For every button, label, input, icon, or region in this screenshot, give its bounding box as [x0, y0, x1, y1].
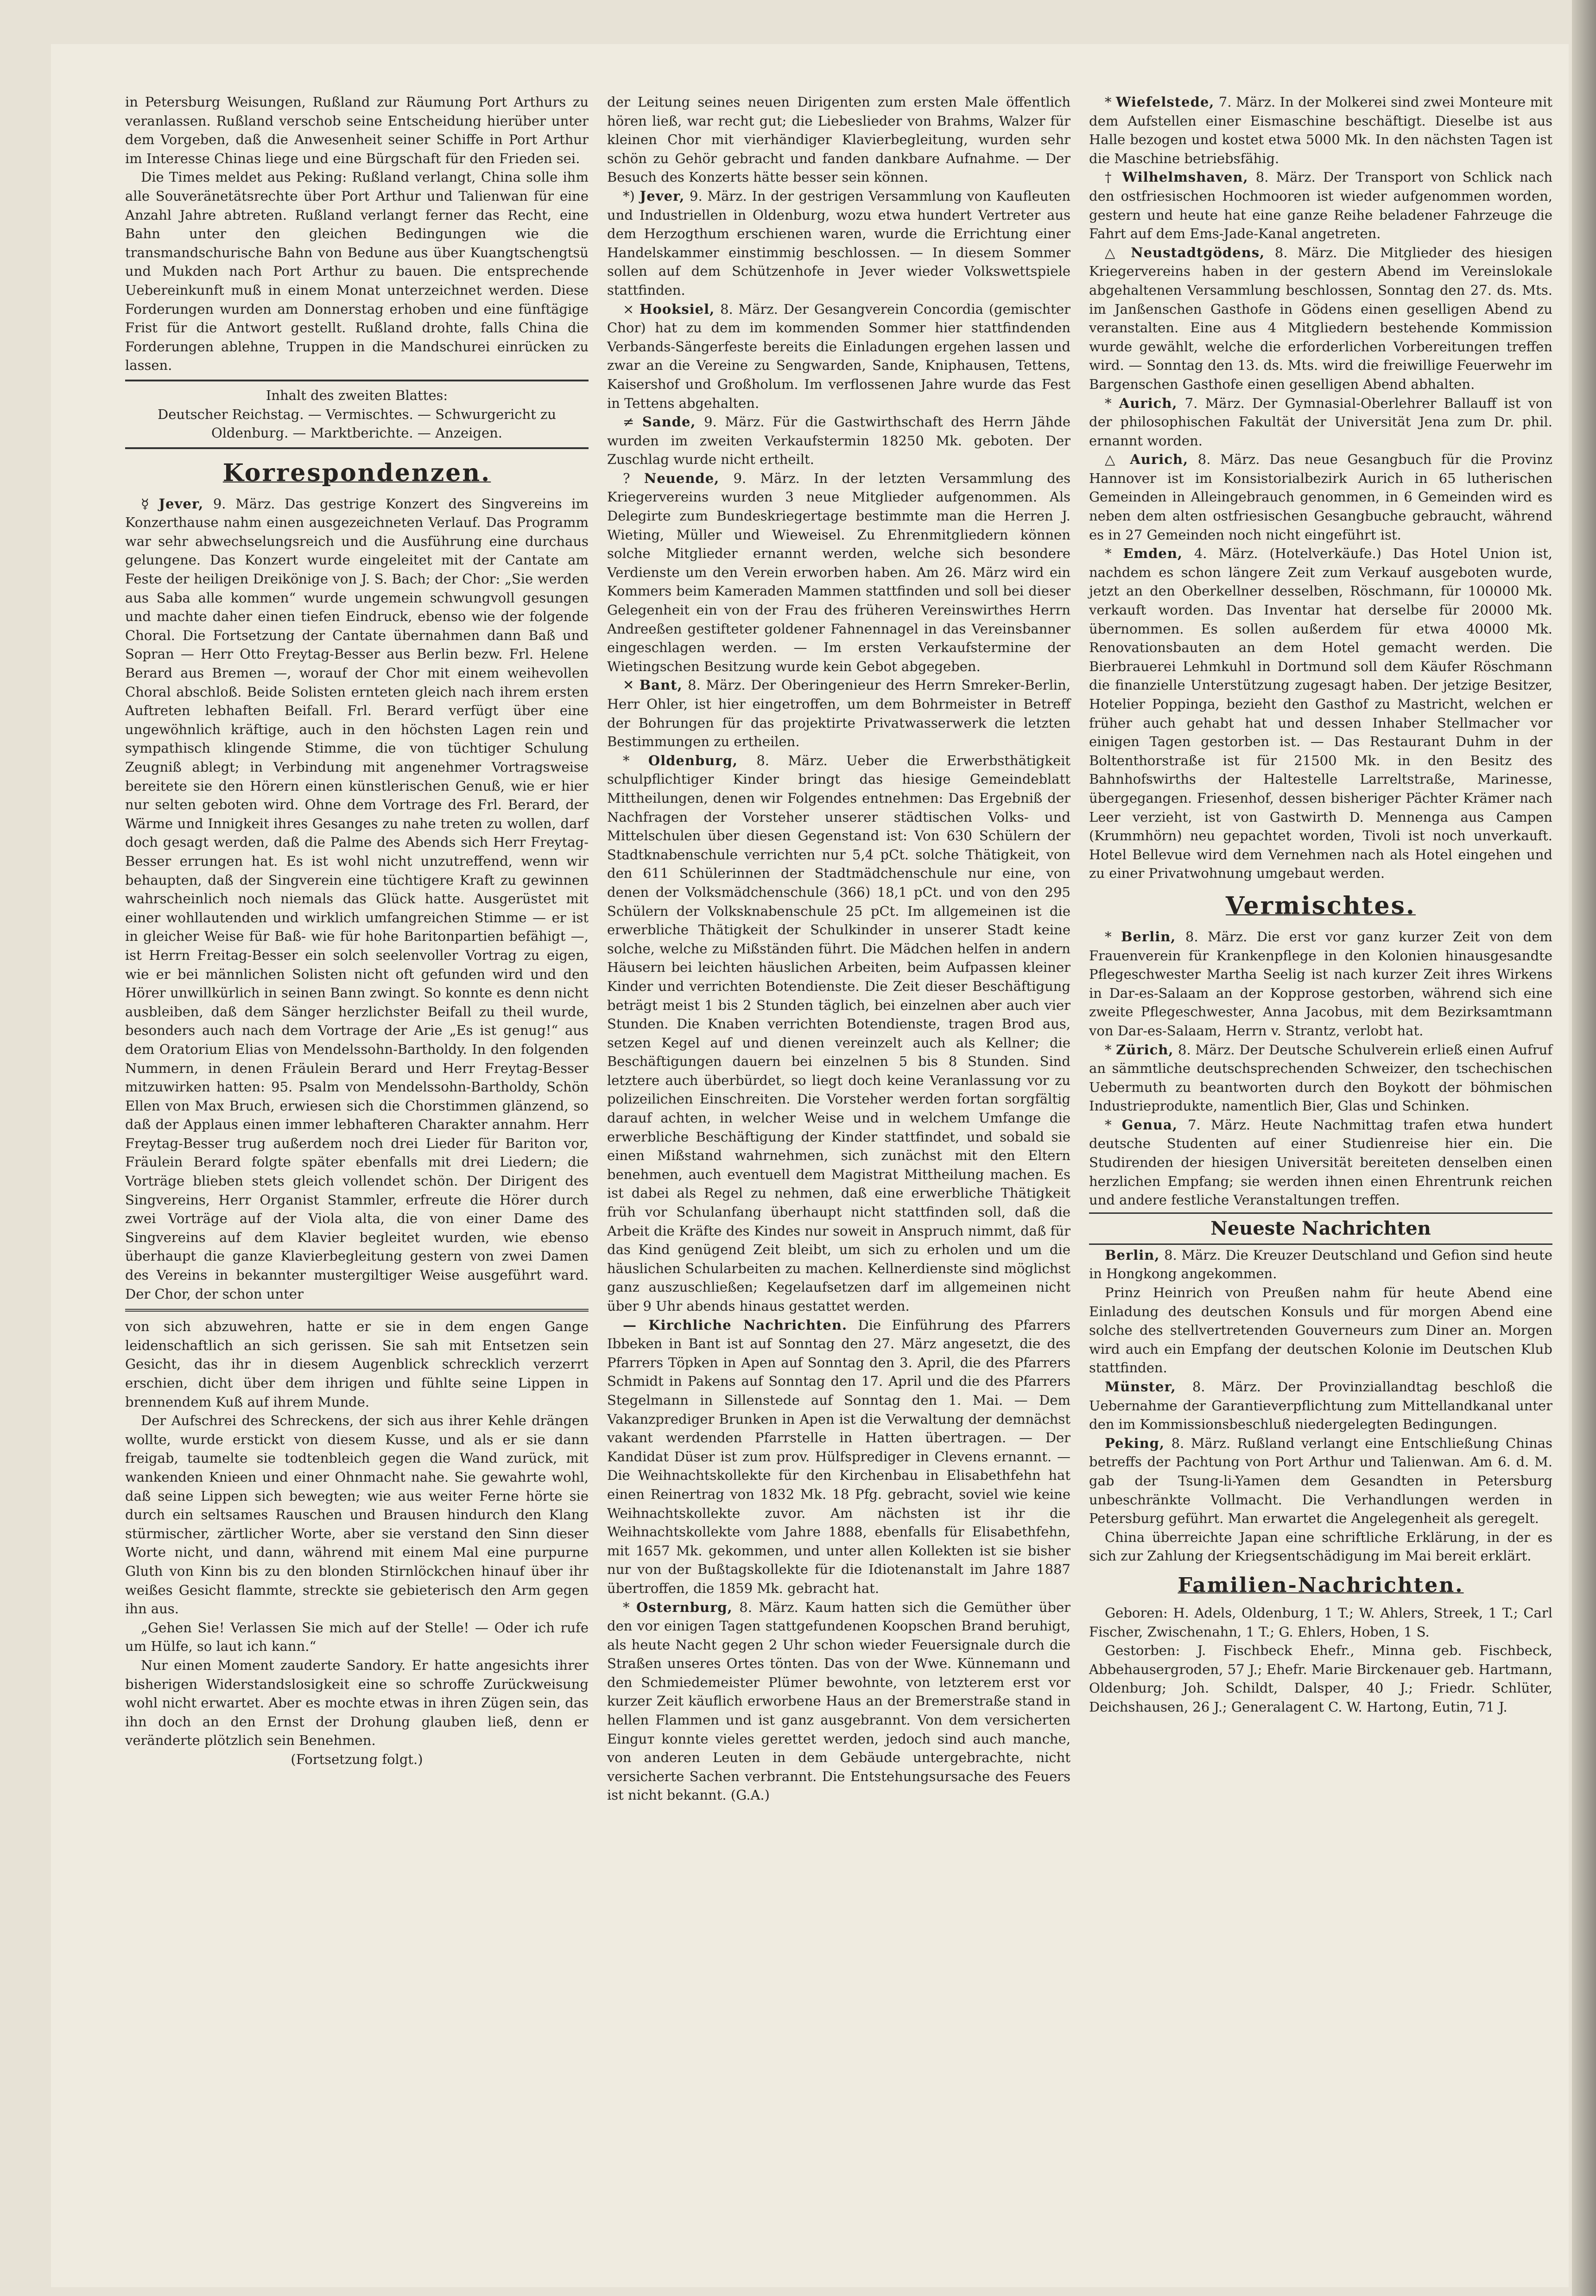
dispatch-date: 9. März. — [690, 188, 747, 204]
contents-title: Inhalt des zweiten Blattes: — [266, 387, 448, 403]
feuilleton-paragraph: Der Aufschrei des Schreckens, der sich aus ihrer Kehle drängen wollte, wurde erstickt von diesem Kusse, und als er sie dann freigab, taumelte sie todtenbleich gegen die Wand zurück, mit wankenden Knieen und einer Ohnmacht nahe. Sie gewahrte wohl, daß seine Lippen sich bewegten; wie aus weiter Ferne hörte sie durch ein seltsames Rauschen und Brausen hindurch den Klang stürmischer, zärtlicher Worte, aber sie verstand den Sinn dieser Worte nicht, und dann, während mit einem Mal eine purpurne Gluth von Kinn bis zu den blonden Stirnlöckchen hinauf über ihr weißes Gesicht flammte, streckte sie gebieterisch den Arm gegen ihn aus. — [125, 1413, 589, 1617]
dispatch-date: 8. März. — [1192, 1379, 1261, 1395]
dispatch-marker: ? — [623, 470, 630, 486]
dispatch-marker: * — [1105, 545, 1112, 562]
dispatch-date: 8. März. — [756, 752, 828, 768]
dispatch-place: Münster, — [1105, 1379, 1176, 1395]
dispatch-date: 9. März. — [733, 470, 800, 486]
dispatch-date: 8. März. — [1178, 1041, 1235, 1058]
dispatch-place: Jever, — [158, 495, 204, 512]
dispatch-text: Für die Gastwirthschaft des Herrn Jähde wurden im zweiten Verkaufstermin 18250 Mk. geboten. Der Zuschlag wurde nicht ertheilt. — [607, 414, 1071, 468]
dispatch-date: 8. März. — [1255, 169, 1316, 185]
dispatch-date: 9. März. — [213, 495, 275, 512]
dispatch-place: Aurich, — [1119, 395, 1178, 411]
dispatch-marker: * — [1105, 1116, 1112, 1133]
dispatch-marker: * — [1105, 94, 1112, 110]
dispatch-marker: ✕ — [623, 677, 634, 693]
dispatch-place: Emden, — [1123, 545, 1183, 562]
divider — [125, 447, 589, 449]
dispatch — [1089, 168, 1552, 243]
dispatch-place: Osternburg, — [636, 1599, 733, 1615]
dispatch-place: Wiefelstede, — [1115, 94, 1215, 110]
dispatch-place: — Kirchliche Nachrichten. — [623, 1317, 848, 1333]
dispatch-text: Der Provinziallandtag beschloß die Uebernahme der Garantieverpflichtung zum Mittellandkanal unter den im Kommissionsbeschluß niedergelegten Bedingungen. — [1089, 1379, 1552, 1433]
dispatch-marker: † — [1105, 169, 1115, 185]
dispatch-marker: * — [1105, 1041, 1112, 1058]
dispatch-marker: *) — [623, 188, 635, 204]
dispatch — [607, 1316, 1070, 1598]
dispatch-text: Die Kreuzer Deutschland und Gefion sind heute in Hongkong angekommen. — [1089, 1247, 1552, 1282]
dispatch-date: 8. März. — [1164, 1247, 1221, 1263]
dispatch-text: Der Gesangverein Concordia (gemischter Chor) hat zu dem im kommenden Sommer hier stattfindenden Verbands-Sängerfeste bereits die Einladungen ergehen lassen und zwar an die Vereine zu Sengwarden, Sande, Kniphausen, Tettens, Kaisershof und Großholum. Im verflossenen Jahre wurde das Fest in Tettens abgehalten. — [607, 301, 1071, 411]
column-1 — [125, 93, 589, 1769]
dispatch-place: Zürich, — [1116, 1041, 1174, 1058]
dispatch-text: In der gestrigen Versammlung von Kaufleuten und Industriellen in Oldenburg, wozu etwa hundert Vertreter aus dem Herzogthum erschienen waren, wurde die Errichtung einer Handelskammer einstimmig beschlossen. — In diesem Sommer sollen auf dem Schützenhofe in Jever wieder Volkswettspiele stattfinden. — [607, 188, 1071, 298]
dispatch — [1089, 93, 1552, 168]
dispatch-date: 7. März. — [1188, 1116, 1251, 1133]
article-paragraph: in Petersburg Weisungen, Rußland zur Räumung Port Arthurs zu veranlassen. Rußland verschob seine Entscheidung hierüber unter dem Vorgeben, daß die Anwesenheit seiner Schiffe in Port Arthur im Interesse Chinas liege und eine Bürgschaft für den Frieden sei. — [125, 94, 589, 166]
dispatch-date: 8. März. — [720, 301, 778, 317]
section-heading: Vermischtes. — [1225, 891, 1416, 920]
dispatch — [125, 495, 589, 1304]
dispatch-date: 8. März. — [1197, 451, 1260, 468]
section-heading: Korrespondenzen. — [222, 458, 491, 487]
dispatch-place: Bant, — [639, 677, 683, 693]
dispatch-marker: * — [1105, 928, 1112, 945]
dispatch-text: Der Gymnasial-Oberlehrer Ballauff ist von der philosophischen Fakultät der Universität Jena zum Dr. phil. ernannt worden. — [1089, 395, 1553, 449]
dispatch-date: 4. März. — [1194, 545, 1258, 562]
dispatch — [1089, 243, 1552, 394]
dispatch-date: 8. März. — [739, 1599, 798, 1615]
dispatch — [607, 469, 1070, 676]
dispatch — [1089, 394, 1552, 450]
dispatch-marker: × — [623, 301, 634, 317]
feuilleton-divider — [125, 1309, 589, 1312]
dispatch — [607, 412, 1070, 469]
dispatch-date: 7. März. — [1184, 395, 1245, 411]
dispatch-place: Neustadtgödens, — [1131, 244, 1265, 260]
dispatch-place: Jever, — [640, 188, 685, 204]
dispatch-marker: △ — [1105, 451, 1121, 468]
dispatch-date: 8. März. — [1185, 928, 1248, 945]
feuilleton-paragraph: „Gehen Sie! Verlassen Sie mich auf der Stelle! — Oder ich rufe um Hülfe, so laut ich kann.“ — [125, 1619, 589, 1655]
dispatch-marker: * — [623, 1599, 630, 1615]
dispatch — [1089, 544, 1552, 883]
dispatch — [607, 300, 1070, 413]
dispatch-text: Die erst vor ganz kurzer Zeit von dem Frauenverein für Krankenpflege in den Kolonien hinausgesandte Pflegeschwester Martha Seelig ist nach kurzer Zeit ihres Wirkens in Dar-es-Salaam an der Kopprose gestorben, während sich eine zweite Pflegeschwester, Anna Jacobus, mit dem Bezirksamtmann von Dar-es-Salaam, Herrn v. Strantz, verlobt hat. — [1089, 928, 1553, 1039]
feuilleton-paragraph: Nur einen Moment zauderte Sandory. Er hatte angesichts ihrer bisherigen Widerstandslosigkeit eine so schroffe Zurückweisung wohl nicht erwartet. Aber es mochte etwas in ihren Zügen sein, das ihn doch an den Ernst der Drohung glauben ließ, denn er veränderte plötzlich sein Benehmen. — [125, 1657, 589, 1749]
dispatch-text: Das gestrige Konzert des Singvereins im Konzerthause nahm einen ausgezeichneten Verlauf. Das Programm war sehr abwechselungsreich und die Ausführung eine durchaus gelungene. Das Konzert wurde eingeleitet mit der Cantate am Feste der heiligen Dreikönige von J. S. Bach; der Chor: „Sie werden aus Saba alle kommen“ wurde ungemein schwungvoll gesungen und machte daher einen tiefen Eindruck, ebenso wie der folgende Choral. Die Fortsetzung der Cantate übernahmen dann Baß und Sopran — Herr Otto Freytag-Besser aus Berlin bezw. Frl. Helene Berard aus Bremen —, worauf der Chor mit einem weihevollen Choral abschloß. Beide Solisten ernteten gleich nach ihrem ersten Auftreten lebhaften Beifall. Frl. Berard verfügt über eine ungewöhnlich kräftige, auch in den höchsten Lagen rein und sympathisch klingende Stimme, die von tüchtiger Schulung Zeugniß ablegt; in Verbindung mit angenehmer Vortragsweise bereitete sie den Hörern einen künstlerischen Genuß, wie er hier nur selten geboten wird. Ohne dem Vortrage des Frl. Berard, der Wärme und Innigkeit ihres Gesanges zu nahe treten zu wollen, darf doch gesagt werden, daß die Palme des Abends sich Herr Freytag-Besser errungen hat. Es ist wohl nicht unzutreffend, wenn wir behaupten, daß der Singverein eine tüchtigere Kraft zu gewinnen wahrscheinlich noch niemals das Glück hatte. Ausgerüstet mit einer wohllautenden und wirklich umfangreichen Stimme — er ist in gleicher Weise für Baß- wie für hohe Baritonpartien befähigt —, ist Herrn Freitag-Besser ein solch seelenvoller Vortrag zu eigen, wie er bei männlichen Solisten nicht oft gefunden wird und den Hörer unwillkürlich in seinen Bann zwingt. So konnte es denn nicht ausbleiben, daß dem Sänger herzlichster Beifall zu theil wurde, besonders auch nach dem Vortrage der Arie „Es ist genug!“ aus dem Oratorium Elias von Mendelssohn-Bartholdy. In den folgenden Nummern, in denen Fräulein Berard und Herr Freytag-Besser mitzuwirken hatten: 95. Psalm von Mendelssohn-Bartholdy, Schön Ellen von Max Bruch, erwiesen sich die Chorstimmen glänzend, so daß der Applaus einen immer lebhafteren Charakter annahm. Herr Freytag-Besser trug außerdem noch drei Lieder für Bariton vor, Fräulein Berard folgte später ebenfalls mit drei Liedern; die Vorträge blieben stets gleich vollendet schön. Der Dirigent des Singvereins, Herr Organist Stammler, erfreute die Hörer durch zwei Vorträge auf der Viola alta, die von einer Dame des Singvereins auf dem Klavier begleitet wurden, wie ebenso überhaupt die ganze Klavierbegleitung gestern von zwei Damen des Vereins in bekannter mustergiltiger Weise ausgeführt ward. Der Chor, der schon unter — [125, 495, 589, 1302]
dispatch-text: (Hotelverkäufe.) Das Hotel Union ist, nachdem es schon längere Zeit zum Verkauf ausgeboten wurde, jetzt an den Oberkellner desselben, Röschmann, für 100000 Mk. verkauft worden. Das Inventar hat derselbe für 20000 Mk. übernommen. Es sollen außerdem für etwa 40000 Mk. Renovationsbauten an dem Hotel gemacht werden. Die Bierbrauerei Lehmkuhl in Dortmund soll dem Käufer Röschmann die finanzielle Unterstützung zugesagt haben. Der jetzige Besitzer, Hotelier Poppinga, bezieht den Gasthof zu Mastricht, welchen er früher auch gehabt hat und dessen Inhaber Stellmacher vor einigen Tagen gestorben ist. — Das Restaurant Duhm in der Boltenthorstraße ist für 21500 Mk. in den Besitz des Bahnhofswirths der Haltestelle Larreltstraße, Marinesse, übergegangen. Friesenhof, dessen bisheriger Pächter Krämer nach Leer verzieht, ist von Gastwirth D. Mennenga aus Campen (Krummhörn) neu gepachtet worden, Tivoli ist noch unverkauft. Hotel Bellevue wird dem Vernehmen nach als Hotel eingehen und zu einer Privatwohnung umgebaut werden. — [1089, 545, 1553, 882]
dispatch-date: 8. März. — [688, 677, 746, 693]
dispatch — [1089, 450, 1552, 544]
dispatch — [607, 187, 1070, 300]
dispatch-date: 7. März. — [1218, 94, 1276, 110]
dispatch-text: In der letzten Versammlung des Kriegervereins wurden 3 neue Mitglieder aufgenommen. Als Delegirte zum Bundeskriegertage bestimmte man die Herren J. Wieting, Müller und Wieweisel. Zu Ehrenmitgliedern können solche Mitglieder ernannt werden, welche sich besondere Verdienste um den Verein erworben haben. Am 26. März wird ein Kommers beim Kameraden Mammen stattfinden und soll bei dieser Gelegenheit ein von der Frau des früheren Vereinswirthes Herrn Andreeßen gestifteter goldener Fahnennagel in das Vereinsbanner eingeschlagen werden. — Im ersten Verkaufstermine der Wietingschen Besitzung wurde kein Gebot abgegeben. — [607, 470, 1071, 674]
dispatch — [1089, 1246, 1552, 1283]
contents-body: Deutscher Reichstag. — Vermischtes. — Schwurgericht zu Oldenburg. — Marktberichte. — Anzeigen. — [157, 406, 557, 441]
dispatch — [1089, 1040, 1552, 1116]
dispatch — [1089, 927, 1552, 1040]
dispatch-text: Der Transport von Schlick nach den ostfriesischen Hochmooren ist wieder aufgenommen worden, gestern und heute hat eine ganze Reihe beladener Fahrzeuge die Fahrt auf dem Ems-Jade-Kanal angetreten. — [1089, 169, 1552, 242]
dispatch — [1089, 1377, 1552, 1434]
dispatch-place: Hooksiel, — [640, 301, 715, 317]
dispatch-place: Wilhelmshaven, — [1122, 169, 1248, 185]
dispatch-text: In der Molkerei sind zwei Monteure mit dem Aufstellen einer Eismaschine beschäftigt. Dieselbe ist aus Halle bezogen und kostet etwa 5000 Mk. In den nächsten Tagen ist die Maschine betriebsfähig. — [1089, 94, 1553, 166]
dispatch-place: Berlin, — [1105, 1247, 1160, 1263]
dispatch-place: Oldenburg, — [648, 752, 738, 768]
dispatch — [1089, 1116, 1552, 1210]
dispatch-place: Peking, — [1105, 1435, 1165, 1451]
dispatch-text: Heute Nachmittag trafen etwa hundert deutsche Studenten auf einer Studienreise hier ein. Die Studirenden der hiesigen Universität bereiteten denselben einen herzlichen Empfang; sie werden ihnen einen Ehrentrunk reichen und andere festliche Veranstaltungen treffen. — [1089, 1116, 1553, 1208]
dispatch — [607, 1598, 1070, 1805]
dispatch — [1089, 1434, 1552, 1528]
dispatch — [607, 751, 1070, 1316]
feuilleton-paragraph: von sich abzuwehren, hatte er sie in dem engen Gange leidenschaftlich an sich gerissen. Sie sah mit Entsetzen sein Gesicht, das ihr in diesem Augenblick schrecklich verzerrt erschien, dicht über dem ihrigen und fühlte seine Lippen in brennendem Kuß auf ihrem Munde. — [125, 1319, 589, 1410]
dispatch-place: Aurich, — [1130, 451, 1189, 468]
column-3 — [1089, 93, 1552, 1717]
dispatch-date: 8. März. — [1171, 1435, 1231, 1451]
dispatch-date: 9. März. — [704, 414, 765, 430]
dispatch-place: Berlin, — [1121, 928, 1176, 945]
continued-note: (Fortsetzung folgt.) — [291, 1751, 423, 1767]
newspaper-page — [51, 44, 1569, 2287]
article-paragraph: Prinz Heinrich von Preußen nahm für heute Abend eine Einladung des deutschen Konsuls und für morgen Abend eine solche des stellvertretenden Gouverneurs zum Diner an. Morgen wird auch ein Empfang der deutschen Kolonie im Deutschen Klub stattfinden. — [1089, 1285, 1552, 1376]
dispatch-text: Die Einführung des Pfarrers Ibbeken in Bant ist auf Sonntag den 27. März angesetzt, die des Pfarrers Töpken in Apen auf Sonntag den 3. April, die des Pfarrers Schmidt in Pakens auf Sonntag den 17. April und die des Pfarrers Stegelmann in Sillenstede auf Sonntag den 1. Mai. — Dem Vakanzprediger Brunken in Apen ist die Verwaltung der demnächst vakant werdenden Pfarrstelle in Hatten übertragen. — Der Kandidat Düser ist zum prov. Hülfsprediger in Clevens ernannt. — Die Weihnachtskollekte für den Kirchenbau in Elisabethfehn hat einen Reinertrag von 1832 Mk. 18 Pfg. gebracht, soviel wie keine Weihnachtskollekte zuvor. Am nächsten ist ihr die Weihnachtskollekte vom Jahre 1888, ebenfalls für Elisabethfehn, mit 1657 Mk. gekommen, und unter allen Kollekten ist sie bisher nur von der Bußtagskollekte für die Idiotenanstalt im Jahre 1887 übertroffen, die 1859 Mk. gebracht hat. — [607, 1317, 1070, 1596]
dispatch-date: 8. März. — [1274, 244, 1337, 260]
dispatch-marker: * — [1105, 395, 1112, 411]
dispatch-text: Der Oberingenieur des Herrn Smreker-Berlin, Herr Ohler, ist hier eingetroffen, um dem Bohrmeister in Betreff der Bohrungen für das projektirte Privatwasserwerk die letzten Bestimmungen zu ertheilen. — [607, 677, 1071, 750]
dispatch-place: Neuende, — [644, 470, 720, 486]
dispatch-text: Ueber die Erwerbsthätigkeit schulpflichtiger Kinder bringt das hiesige Gemeindeblatt Mittheilungen, denen wir Folgendes entnehmen: Das Ergebniß der Nachfragen der Vorsteher unserer städtischen Volks- und Mittelschulen über diesen Gegenstand ist: Von 630 Schülern der Stadtknabenschule verrichten nur 5,4 pCt. solche Thätigkeit, von den 611 Schülerinnen der Stadtmädchenschule nur eine, von denen der Volksmädchenschule (366) 18,1 pCt. und von den 295 Schülern der Volksknabenschule 25 pCt. Im allgemeinen ist die erwerbliche Thätigkeit der Schulkinder in unserer Stadt keine solche, welche zu Mißständen führt. Die Mädchen helfen in andern Häusern bei leichten häuslichen Arbeiten, beim Aufpassen kleiner Kinder und verrichten Botendienste. Die Zeit dieser Beschäftigung beträgt meist 1 bis 2 Stunden täglich, bei einzelnen aber auch vier Stunden. Die Knaben verrichten Botendienste, tragen Brod aus, setzen Kegel auf und dienen vereinzelt auch als Kellner; die Beschäftigungen dauern bei einzelnen 5 bis 8 Stunden. Sind letztere auch überbürdet, so liegt doch keine Veranlassung vor zu polizeilichen Einschreiten. Die Vorsteher werden fortan sorgfältig darauf achten, in welcher Weise und in welchem Umfange die erwerbliche Beschäftigung der Kinder stattfindet, und sobald sie einen Mißstand wahrnehmen, sich zunächst mit den Eltern benehmen, auch eventuell dem Magistrat Mittheilung machen. Es ist dabei als Regel zu nehmen, daß eine erwerbliche Thätigkeit früh vor Schulanfang überhaupt nicht stattfinden soll, daß die Arbeit die Kräfte des Kindes nur soweit in Anspruch nimmt, daß für das Kind genügend Zeit bleibt, um sich zu erholen und um die häuslichen Schularbeiten zu machen. Kellnerdienste sind möglichst ganz auszuschließen; Kegelaufsetzen darf im allgemeinen nicht über 9 Uhr abends hinaus gestattet werden. — [607, 752, 1071, 1314]
article-paragraph: der Leitung seines neuen Dirigenten zum ersten Male öffentlich hören ließ, war recht gut; die Liebeslieder von Brahms, Walzer für kleinen Chor mit vierhändiger Klavierbegleitung, wurden sehr schön zu Gehör gebracht und fanden dankbare Aufnahme. — Der Besuch des Konzerts hätte besser sein können. — [607, 94, 1070, 185]
dispatch-marker: ☿ — [141, 495, 159, 512]
dispatch-text: Das neue Gesangbuch für die Provinz Hannover ist im Konsistorialbezirk Aurich in 65 lutherischen Gemeinden in Alleingebrauch genommen, in 6 Gemeinden wird es neben dem alten ostfriesischen Gesangbuche gebraucht, während es in 27 Gemeinden noch nicht eingeführt ist. — [1089, 451, 1553, 543]
page-edge — [1572, 0, 1596, 2296]
section-heading: Familien-Nachrichten. — [1178, 1573, 1464, 1597]
dispatch-place: Genua, — [1121, 1116, 1178, 1133]
section-heading: Neueste Nachrichten — [1089, 1212, 1552, 1245]
dispatch-marker: ≠ — [623, 414, 634, 430]
dispatch-marker: * — [623, 752, 630, 768]
dispatch-place: Sande, — [642, 414, 696, 430]
column-2 — [607, 93, 1070, 1805]
dispatch-marker: △ — [1105, 244, 1121, 260]
family-births: Geboren: H. Adels, Oldenburg, 1 T.; W. Ahlers, Streek, 1 T.; Carl Fischer, Zwischenahn, 1 T.; G. Ehlers, Hoben, 1 S. — [1089, 1605, 1552, 1640]
divider — [125, 380, 589, 381]
article-paragraph: China überreichte Japan eine schriftliche Erklärung, in der es sich zur Zahlung der Kriegsentschädigung im Mai bereit erklärt. — [1089, 1529, 1552, 1564]
dispatch-text: Die Mitglieder des hiesigen Kriegervereins haben in der gestern Abend im Vereinslokale abgehaltenen Versammlung beschlossen, Sonntag den 27. ds. Mts. im Janßenschen Gasthofe in Gödens einen geselligen Abend zu veranstalten. Eine aus 4 Mitgliedern bestehende Kommission wurde gewählt, welche die erforderlichen Vorbereitungen treffen wird. — Sonntag den 13. ds. Mts. wird die freiwillige Feuerwehr im Bargenschen Gasthofe einen geselligen Abend abhalten. — [1089, 244, 1553, 392]
dispatch — [607, 676, 1070, 751]
dispatch-text: Kaum hatten sich die Gemüther über den vor einigen Tagen stattgefundenen Koopschen Brand beruhigt, als heute Nacht gegen 2 Uhr schon wieder Feuersignale durch die Straßen unseres Ortes tönten. Das von der Wwe. Künnemann und den Schmiedemeister Plümer bewohnte, von letzterem erst vor kurzer Zeit käuflich erworbene Haus an der Bremerstraße stand in hellen Flammen und ist ganz ausgebrannt. Von dem versicherten Einguт konnte vieles gerettet werden, jedoch sind auch manche, von anderen Leuten in dem Gebäude untergebrachte, nicht versicherte Sachen verbrannt. Die Entstehungsursache des Feuers ist nicht bekannt. (G.A.) — [607, 1599, 1070, 1803]
family-deaths: Gestorben: J. Fischbeck Ehefr., Minna geb. Fischbeck, Abbehausergroden, 57 J.; Ehefr. Marie Birckenauer geb. Hartmann, Oldenburg; Joh. Schildt, Dalsper, 40 J.; Friedr. Schlüter, Deichshausen, 26 J.; Generalagent C. W. Hartong, Eutin, 71 J. — [1089, 1643, 1552, 1715]
dispatch-text: Der Deutsche Schulverein erließ einen Aufruf an sämmtliche deutschsprechenden Schweizer, den tschechischen Uebermuth zu beantworten durch den Boykott der böhmischen Industrieprodukte, namentlich Bier, Glas und Schinken. — [1089, 1041, 1553, 1114]
article-paragraph: Die Times meldet aus Peking: Rußland verlangt, China solle ihm alle Souveränetätsrechte über Port Arthur und Talienwan für eine Anzahl Jahre abtreten. Rußland verlangt ferner das Recht, eine Bahn unter den gleichen Bedingungen wie die transmandschurische Bahn von Bedune aus über Kuangtschengtsü und Mukden nach Port Arthur zu bauen. Die entsprechende Uebereinkunft muß in einem Monat unterzeichnet werden. Diese Forderungen wurden am Donnerstag erhoben und eine fünftägige Frist für die Antwort gestellt. Rußland drohte, falls China die Forderungen ablehne, Truppen in die Mandschurei einrücken zu lassen. — [125, 169, 589, 374]
dispatch-text: Rußland verlangt eine Entschließung Chinas betreffs der Pachtung von Port Arthur und Talienwan. Am 6. d. M. gab der Tsung-li-Yamen dem Gesandten in Petersburg unbeschränkte Vollmacht. Die Verhandlungen werden in Petersburg geführt. Man erwartet die Angelegenheit als geregelt. — [1089, 1435, 1553, 1527]
